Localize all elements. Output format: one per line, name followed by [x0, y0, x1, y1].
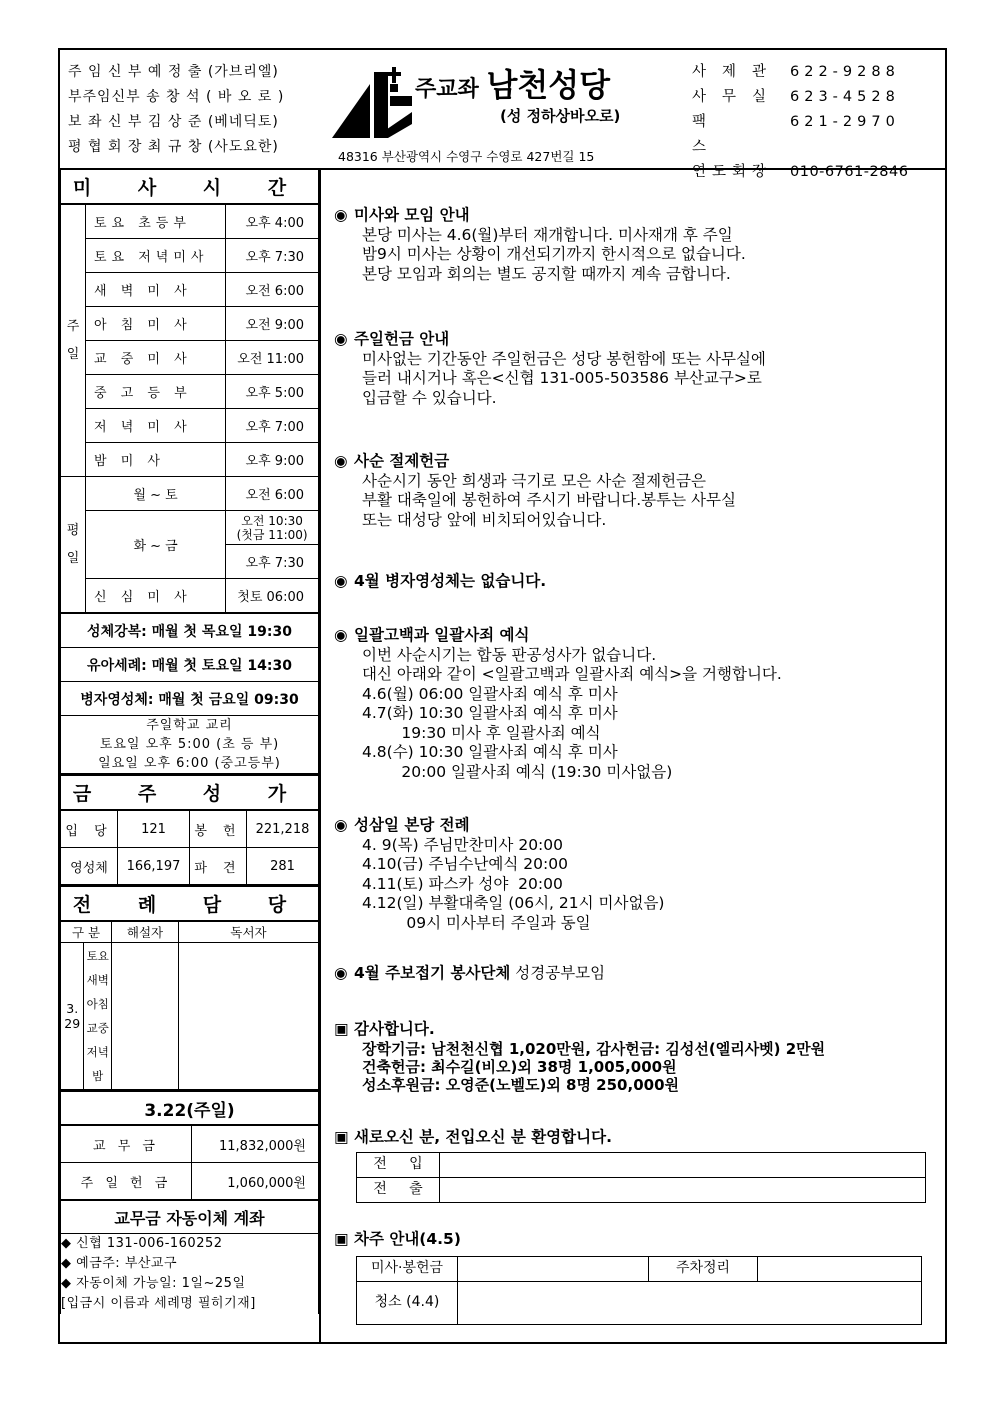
bullet-icon: ◉ [334, 816, 348, 834]
notice-title-rest: 성경공부모임 [510, 964, 606, 982]
notice-sunday-offering [334, 330, 766, 408]
mass-time: 오후 5:00 [226, 375, 319, 409]
mass-schedule-table [60, 170, 319, 774]
notice-title: 4월 병자영성체는 없습니다. [354, 572, 547, 590]
school-line: 일요일 오후 6:00 (중고등부) [98, 756, 281, 771]
notice-lent-offering [334, 452, 736, 530]
church-title: 남천성당 [486, 66, 611, 104]
notice-bulletin-folding [334, 964, 605, 984]
contact-row [692, 85, 908, 110]
notice-line: 들러 내시거나 혹은<신협 131-005-503586 부산교구>로 [362, 369, 762, 387]
welcome-row-label: 전 입 [357, 1152, 440, 1177]
notice-line: 이번 사순시기는 합동 판공성사가 없습니다. [362, 645, 657, 664]
thanks-line: 건축헌금: 최수길(비오)외 38명 1,005,000원 [362, 1057, 677, 1076]
school-line: 주일학교 교리 [146, 718, 233, 733]
notice-triduum [334, 816, 664, 933]
hymn-label: 봉 헌 [189, 810, 246, 848]
notice-title: 주일헌금 안내 [354, 330, 450, 348]
staff-list [68, 60, 284, 160]
notice-line: 4.12(일) 부활대축일 (06시, 21시 미사없음) [362, 894, 665, 912]
address: 48316 부산광역시 수영구 수영로 427번길 15 [338, 149, 595, 164]
notice-title: 성삼일 본당 전례 [354, 816, 470, 834]
thanks-line: 장학기금: 남천천신협 1,020만원, 감사헌금: 김성선(엘리사벳) 2만원 [362, 1039, 826, 1058]
welcome-row-value [440, 1177, 926, 1202]
duty-slot: 토요 [86, 949, 109, 963]
mass-time-split [226, 511, 319, 545]
school-line: 토요일 오후 5:00 (초 등 부) [99, 737, 280, 752]
mass-name: 아 침 미 사 [86, 307, 226, 341]
duty-header: 구 분 [61, 921, 112, 943]
duty-title: 전 례 담 당 [61, 886, 319, 921]
mass-name: 밤 미 사 [86, 443, 226, 477]
mass-name: 화 ~ 금 [86, 511, 226, 579]
contact-row [692, 60, 908, 85]
mass-name: 토요 초등부 [86, 204, 226, 239]
account-line: [입금시 이름과 세례명 필히기재] [61, 1296, 256, 1311]
duty-slot: 새벽 [86, 973, 109, 987]
contact-label: 사무실 [692, 89, 783, 105]
hymn-label: 파 견 [189, 848, 246, 885]
mass-time: 오전 10:30 [241, 513, 303, 528]
hymn-value: 281 [246, 848, 318, 885]
mass-time: 오후 7:30 [226, 239, 319, 273]
notice-line: 본당 미사는 4.6(월)부터 재개합니다. 미사재개 후 주일 [362, 225, 733, 244]
next-week-value [758, 1256, 922, 1281]
thanks-title: 감사합니다. [354, 1020, 435, 1038]
notice-thanks [334, 1020, 825, 1094]
sunday-school [61, 716, 319, 774]
mass-time: 오후 9:00 [226, 443, 319, 477]
next-week-title: 차주 안내(4.5) [354, 1230, 461, 1248]
staff-line: 주 임 신 부 예 정 출 (가브리엘) [68, 64, 279, 80]
duty-slot: 저녁 [86, 1045, 109, 1059]
bullet-icon: ◉ [334, 206, 348, 224]
church-name [415, 60, 610, 106]
mass-name: 중 고 등 부 [86, 375, 226, 409]
duty-reader-cell [179, 943, 319, 1090]
notice-line: 19:30 미사 후 일괄사죄 예식 [362, 723, 601, 742]
notice-line: 09시 미사부터 주일과 동일 [362, 913, 591, 932]
mass-time: 오후 7:30 [226, 545, 319, 579]
notice-line: 20:00 일괄사죄 예식 (19:30 미사없음) [362, 762, 673, 781]
patron: (성 정하상바오로) [500, 107, 621, 125]
notice-title: 사순 절제헌금 [354, 452, 450, 470]
notice-title: 4월 주보접기 봉사단체 [354, 964, 511, 982]
mass-name: 교 중 미 사 [86, 341, 226, 375]
notice-line: 사순시기 동안 희생과 극기로 모은 사순 절제헌금은 [362, 471, 706, 490]
account-line: ◆ 신협 131-006-160252 [61, 1236, 223, 1251]
next-week-table [356, 1256, 922, 1325]
notice-title: 미사와 모임 안내 [354, 206, 470, 224]
duty-slot: 아침 [86, 997, 109, 1011]
next-week-value [458, 1281, 922, 1324]
next-week-label: 주차정리 [649, 1256, 758, 1281]
notice-welcome [334, 1128, 926, 1203]
mass-name: 저 녁 미 사 [86, 409, 226, 443]
finance-label: 교 무 금 [61, 1125, 192, 1163]
contact-value: 622-9288 [790, 64, 900, 80]
contact-value: 621-2970 [790, 114, 900, 130]
mass-time: 오후 4:00 [226, 204, 319, 239]
mass-time: 오후 7:00 [226, 409, 319, 443]
notice-line: 4.7(화) 10:30 일괄사죄 예식 후 미사 [362, 704, 618, 722]
notice-line: 부활 대축일에 봉헌하여 주시기 바랍니다.봉투는 사무실 [362, 491, 736, 509]
notice-line: 대신 아래와 같이 <일괄고백과 일괄사죄 예식>을 거행합니다. [362, 665, 782, 683]
next-week-value [458, 1256, 649, 1281]
notice-line: 4.11(토) 파스카 성야 20:00 [362, 874, 563, 893]
mass-name: 새 벽 미 사 [86, 273, 226, 307]
contact-row [692, 110, 908, 160]
finance-value: 11,832,000원 [192, 1125, 319, 1163]
extra-benediction: 성체강복: 매월 첫 목요일 19:30 [61, 613, 319, 648]
mass-title: 미 사 시 간 [61, 170, 319, 204]
notice-mass-meetings [334, 206, 746, 284]
mass-time: 오전 6:00 [226, 273, 319, 307]
contact-label: 연도회장 [692, 164, 773, 180]
weekday-label: 평일 [61, 477, 86, 614]
header [60, 50, 945, 180]
notice-line: 4.8(수) 10:30 일괄사죄 예식 후 미사 [362, 743, 618, 761]
welcome-row-label: 전 출 [357, 1177, 440, 1202]
liturgy-duty-table [60, 885, 319, 1090]
notice-line: 또는 대성당 앞에 비치되어있습니다. [362, 510, 607, 529]
duty-header: 해설자 [112, 921, 179, 943]
mass-name: 월 ~ 토 [86, 477, 226, 511]
welcome-table [356, 1152, 926, 1203]
mass-name: 신 심 미 사 [86, 579, 226, 614]
finance-table [60, 1090, 319, 1314]
next-week-label: 청소 (4.4) [357, 1281, 458, 1324]
hymn-value: 166,197 [118, 848, 190, 885]
sunday-label: 주일 [61, 204, 86, 477]
hymn-value: 221,218 [246, 810, 318, 848]
contact-label: 팩스 [692, 114, 762, 155]
extra-baptism: 유아세례: 매월 첫 토요일 14:30 [61, 648, 319, 682]
notice-line: 밤9시 미사는 상황이 개선되기까지 한시적으로 없습니다. [362, 245, 746, 263]
account-info [61, 1234, 319, 1315]
contact-label: 사제관 [692, 64, 783, 80]
notice-line: 4. 9(목) 주님만찬미사 20:00 [362, 835, 564, 854]
bullet-icon: ◉ [334, 626, 348, 644]
notices-column [322, 170, 945, 1342]
hymn-label: 영성체 [61, 848, 118, 885]
bullet-icon: ◉ [334, 452, 348, 470]
contact-value: 010-6761-2846 [790, 164, 909, 180]
finance-title: 3.22(주일) [61, 1091, 319, 1125]
next-week-label: 미사·봉헌금 [357, 1256, 458, 1281]
mass-time: 오전 9:00 [226, 307, 319, 341]
duty-header: 독서자 [179, 921, 319, 943]
duty-slots [84, 943, 112, 1090]
welcome-title: 새로오신 분, 전입오신 분 환영합니다. [354, 1128, 612, 1146]
notice-general-absolution [334, 626, 782, 782]
contacts [692, 60, 908, 185]
square-bullet-icon: ▣ [334, 1128, 349, 1146]
notice-line: 4.10(금) 주님수난예식 20:00 [362, 855, 568, 873]
duty-date: 3. 29 [61, 943, 84, 1090]
duty-slot: 밤 [92, 1069, 104, 1083]
duty-commentator-cell [112, 943, 179, 1090]
extra-sick-communion: 병자영성체: 매월 첫 금요일 09:30 [61, 682, 319, 716]
account-title: 교무금 자동이체 계좌 [61, 1200, 319, 1234]
bullet-icon: ◉ [334, 572, 348, 590]
welcome-row-value [440, 1152, 926, 1177]
hymn-value: 121 [118, 810, 190, 848]
bullet-icon: ◉ [334, 964, 348, 982]
staff-line: 평 협 회 장 최 규 창 (사도요한) [68, 139, 279, 155]
notice-next-week [334, 1230, 922, 1325]
mass-name: 토요 저녁미사 [86, 239, 226, 273]
notice-line: 입금할 수 있습니다. [362, 388, 497, 407]
thanks-line: 성소후원금: 오영준(노벨도)외 8명 250,000원 [362, 1075, 679, 1094]
account-line: ◆ 예금주: 부산교구 [61, 1256, 178, 1271]
church-logo-icon [330, 62, 414, 140]
notice-line: 4.6(월) 06:00 일괄사죄 예식 후 미사 [362, 684, 618, 703]
duty-slot: 교중 [86, 1021, 109, 1035]
bulletin-frame [58, 48, 947, 1344]
notice-line: 본당 모임과 회의는 별도 공지할 때까지 계속 금합니다. [362, 264, 731, 283]
mass-time: 오전 11:00 [226, 341, 319, 375]
bullet-icon: ◉ [334, 330, 348, 348]
mass-time: 첫토 06:00 [226, 579, 319, 614]
finance-label: 주 일 헌 금 [61, 1163, 192, 1201]
hymn-label: 입 당 [61, 810, 118, 848]
church-prefix: 주교좌 [415, 77, 479, 102]
finance-value: 1,060,000원 [192, 1163, 319, 1201]
notice-line: 미사없는 기간동안 주일헌금은 성당 봉헌함에 또는 사무실에 [362, 349, 766, 368]
mass-time: 오전 6:00 [226, 477, 319, 511]
staff-line: 보 좌 신 부 김 상 준 (베네딕토) [68, 114, 279, 130]
contact-value: 623-4528 [790, 89, 900, 105]
notice-title: 일괄고백과 일괄사죄 예식 [354, 626, 530, 644]
square-bullet-icon: ▣ [334, 1230, 349, 1248]
square-bullet-icon: ▣ [334, 1020, 349, 1038]
hymn-title: 금 주 성 가 [61, 775, 319, 810]
staff-line: 부주임신부 송 창 석 ( 바 오 로 ) [68, 89, 285, 105]
left-column [60, 170, 321, 1342]
mass-time-note: (첫금 11:00) [236, 527, 308, 542]
notice-sick-communion [334, 572, 546, 592]
account-line: ◆ 자동이체 가능일: 1일~25일 [61, 1276, 246, 1291]
hymn-table [60, 774, 319, 885]
